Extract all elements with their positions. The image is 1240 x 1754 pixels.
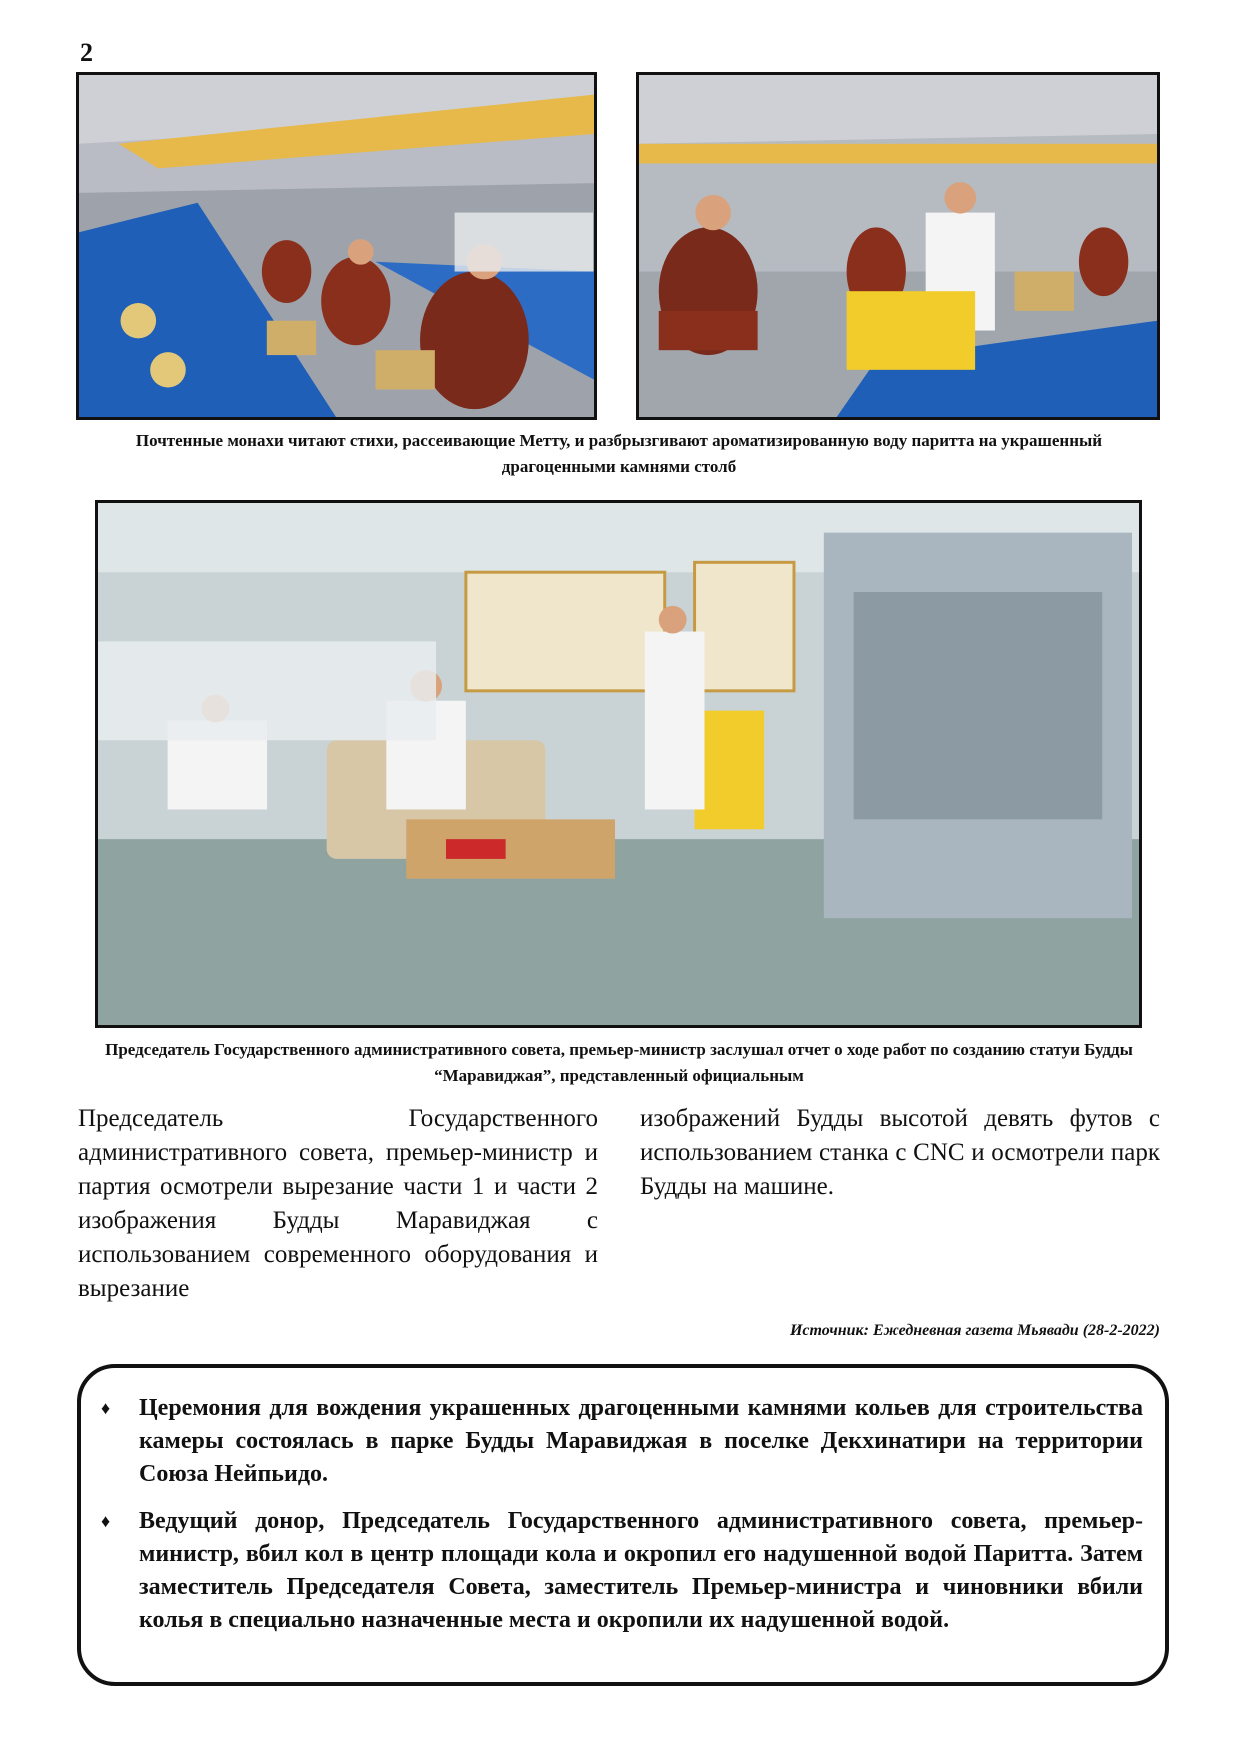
photo-monks-seated bbox=[76, 72, 597, 420]
monks-seated-under-tent-photo bbox=[79, 75, 594, 417]
source-line: Источник: Ежедневная газета Мьявади (28-2-2022) bbox=[789, 1322, 1160, 1339]
officials-watching-presentation-photo bbox=[98, 503, 1139, 1025]
page-number: 2 bbox=[80, 38, 93, 67]
article-column-right: изображений Будды высотой девять футов с использованием станка с CNC и осмотрели парк Будды на машине. bbox=[640, 1105, 1160, 1200]
summary-item-text: Ведущий донор, Председатель Государственного административного совета, премьер-министр, вбил кол в центр площади кола и окропил его надушенной водой Паритта. Затем заместитель Председателя Совета, заместитель Премьер-министра и чиновники вбили колья в специально назначенные места и окропили их надушенной водой. bbox=[139, 1508, 1143, 1633]
summary-box bbox=[77, 1364, 1169, 1686]
caption-middle: Председатель Государственного административного совета, премьер-министр заслушал отчет о ходе работ по созданию статуи Будды “Маравиджая”, представленный официальным bbox=[105, 1040, 1133, 1085]
summary-item-text: Церемония для вождения украшенных драгоценными камнями кольев для строительства камеры состоялась в парке Будды Маравиджая в поселке Декхинатири на территории Союза Нейпьидо. bbox=[139, 1395, 1143, 1487]
summary-item bbox=[101, 1392, 1143, 1491]
photo-presentation bbox=[95, 500, 1142, 1028]
diamond-bullet-icon: ♦ bbox=[101, 1511, 111, 1531]
diamond-bullet-icon: ♦ bbox=[101, 1398, 111, 1418]
caption-top: Почтенные монахи читают стихи, рассеивающие Метту, и разбрызгивают ароматизированную воду паритта на украшенный драгоценными камнями столб bbox=[135, 431, 1103, 476]
monks-sprinkling-water-photo bbox=[639, 75, 1157, 417]
summary-list bbox=[81, 1368, 1165, 1637]
article-column-left: Председатель Государственного административного совета, премьер-министр и партия осмотрели вырезание части 1 и части 2 изображения Будды Маравиджая с использованием современного оборудования и вырезание bbox=[78, 1105, 598, 1302]
summary-item bbox=[101, 1505, 1143, 1637]
photo-monks-sprinkling bbox=[636, 72, 1160, 420]
